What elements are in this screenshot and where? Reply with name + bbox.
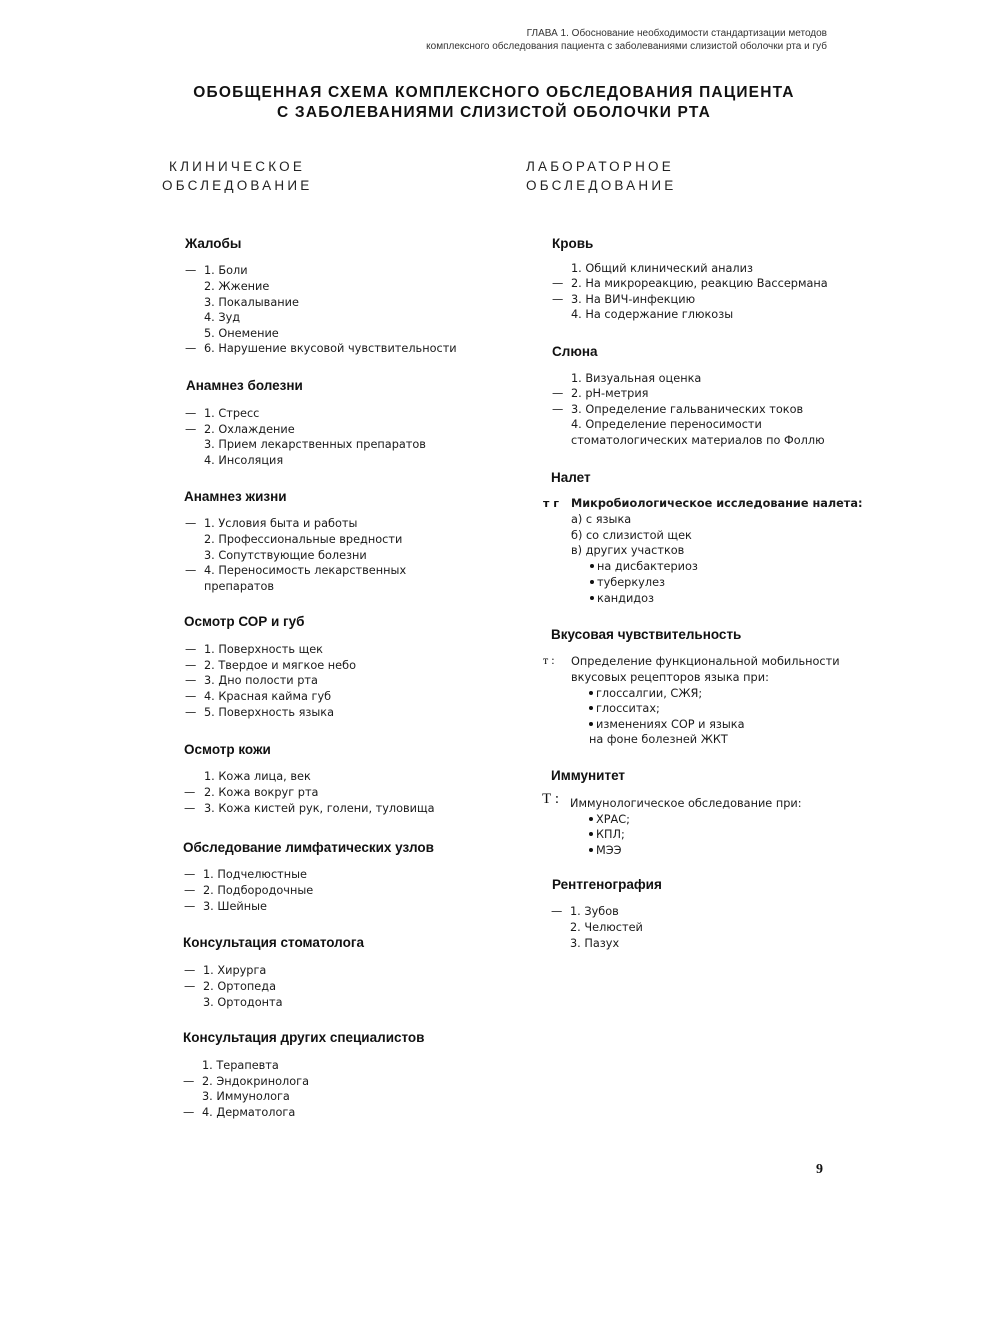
plaque-marker: т г — [543, 497, 559, 510]
disease-history-item: 4. Инсоляция — [204, 454, 284, 467]
saliva-item: 4. Определение переносимости — [571, 418, 762, 431]
immunity-heading: Иммунитет — [551, 768, 626, 783]
taste-bullet-item — [589, 702, 660, 716]
taste-bullet-item — [589, 718, 745, 732]
saliva-item: 2. pH-метрия — [571, 387, 649, 400]
dash-marker: — — [185, 659, 197, 672]
taste-heading: Вкусовая чувствительность — [551, 627, 742, 642]
clinical-column-heading — [162, 157, 312, 195]
plaque-bullet-text: на дисбактериоз — [597, 560, 698, 573]
skin-exam-item: 2. Кожа вокруг рта — [204, 786, 319, 799]
running-header-line-2: комплексного обследования пациента с заболеваниями слизистой оболочки рта и губ — [426, 41, 827, 52]
taste-bullet-text: глосситах; — [596, 702, 660, 715]
dash-marker: — — [185, 342, 197, 355]
plaque-item: б) со слизистой щек — [571, 529, 692, 542]
dash-marker: — — [184, 900, 196, 913]
plaque-bullet-item — [590, 592, 654, 606]
immunity-bullet-item — [589, 828, 625, 842]
xray-item: 1. Зубов — [570, 905, 619, 918]
complaints-item: 2. Жжение — [204, 280, 270, 293]
dash-marker: — — [184, 802, 196, 815]
other-specialists-item: 3. Иммунолога — [202, 1090, 290, 1103]
dash-marker: — — [184, 964, 196, 977]
dash-marker: — — [185, 423, 197, 436]
life-history-item: 4. Переносимость лекарственных — [204, 564, 407, 577]
complaints-item: 4. Зуд — [204, 311, 241, 324]
laboratory-heading-line-2: ОБСЛЕДОВАНИЕ — [526, 178, 677, 193]
dentist-consult-item: 2. Ортопеда — [203, 980, 276, 993]
saliva-item-continued: стоматологических материалов по Фоллю — [571, 434, 825, 447]
taste-bullet-text: глоссалгии, СЖЯ; — [596, 687, 703, 700]
skin-exam-item: 3. Кожа кистей рук, голени, туловища — [204, 802, 435, 815]
blood-item: 1. Общий клинический анализ — [571, 262, 753, 275]
plaque-bullet-text: кандидоз — [597, 592, 655, 605]
bullet-icon — [589, 706, 593, 710]
bullet-icon — [589, 832, 593, 836]
complaints-item: 1. Боли — [204, 264, 248, 277]
immunity-bullet-text: МЭЭ — [596, 844, 622, 857]
oral-exam-item: 1. Поверхность щек — [204, 643, 323, 656]
immunity-bullet-text: КПЛ; — [596, 828, 625, 841]
immunity-bullet-text: ХРАС; — [596, 813, 630, 826]
dash-marker: — — [183, 1106, 195, 1119]
plaque-bullet-text: туберкулез — [597, 576, 666, 589]
other-specialists-item: 1. Терапевта — [202, 1059, 279, 1072]
disease-history-item: 3. Прием лекарственных препаратов — [204, 438, 426, 451]
dash-marker: — — [185, 517, 197, 530]
dash-marker: — — [185, 674, 197, 687]
running-header — [426, 27, 827, 53]
xray-heading: Рентгенография — [552, 877, 662, 892]
disease-history-item: 2. Охлаждение — [204, 423, 295, 436]
dash-marker: — — [185, 690, 197, 703]
oral-exam-item: 2. Твердое и мягкое небо — [204, 659, 356, 672]
life-history-item: 2. Профессиональные вредности — [204, 533, 403, 546]
saliva-item: 1. Визуальная оценка — [571, 372, 702, 385]
dash-marker: — — [552, 277, 564, 290]
life-history-heading: Анамнез жизни — [184, 489, 287, 504]
complaints-item: 5. Онемение — [204, 327, 279, 340]
page-number: 9 — [816, 1162, 823, 1177]
bullet-icon — [589, 817, 593, 821]
bullet-icon — [589, 848, 593, 852]
laboratory-column-heading — [526, 157, 676, 195]
oral-exam-item: 5. Поверхность языка — [204, 706, 335, 719]
blood-item: 3. На ВИЧ-инфекцию — [571, 293, 696, 306]
dash-marker: — — [184, 868, 196, 881]
plaque-item: в) других участков — [571, 544, 685, 557]
complaints-item: 3. Покалывание — [204, 296, 299, 309]
xray-item: 3. Пазух — [570, 937, 620, 950]
blood-item: 4. На содержание глюкозы — [571, 308, 734, 321]
dash-marker: — — [185, 564, 197, 577]
bullet-icon — [590, 580, 594, 584]
page-title-line-1: ОБОБЩЕННАЯ СХЕМА КОМПЛЕКСНОГО ОБСЛЕДОВАНИЯ ПАЦИЕНТА — [193, 84, 795, 101]
dash-marker: — — [185, 407, 197, 420]
clinical-heading-line-1: КЛИНИЧЕСКОЕ — [169, 159, 306, 174]
running-header-line-1: ГЛАВА 1. Обоснование необходимости стандартизации методов — [526, 28, 827, 39]
life-history-item: 1. Условия быта и работы — [204, 517, 358, 530]
life-history-item: 3. Сопутствующие болезни — [204, 549, 367, 562]
life-history-item-continued: препаратов — [204, 580, 275, 593]
bullet-icon — [590, 564, 594, 568]
dash-marker: — — [552, 293, 564, 306]
disease-history-item: 1. Стресс — [204, 407, 260, 420]
plaque-lead: Микробиологическое исследование налета: — [571, 497, 863, 510]
bullet-icon — [590, 596, 594, 600]
plaque-item: а) с языка — [571, 513, 632, 526]
plaque-heading: Налет — [551, 470, 591, 485]
disease-history-heading: Анамнез болезни — [186, 378, 303, 393]
immunity-lead: Иммунологическое обследование при: — [570, 797, 802, 810]
bullet-icon — [589, 722, 593, 726]
page-title-line-2: С ЗАБОЛЕВАНИЯМИ СЛИЗИСТОЙ ОБОЛОЧКИ РТА — [277, 104, 711, 121]
dentist-consult-item: 3. Ортодонта — [203, 996, 283, 1009]
plaque-bullet-item — [590, 576, 665, 590]
lymph-nodes-item: 3. Шейные — [203, 900, 267, 913]
page-title — [0, 83, 988, 123]
dash-marker: — — [183, 1075, 195, 1088]
dash-marker: — — [185, 264, 197, 277]
skin-exam-heading: Осмотр кожи — [184, 742, 271, 757]
clinical-heading-line-2: ОБСЛЕДОВАНИЕ — [162, 178, 313, 193]
saliva-heading: Слюна — [552, 344, 598, 359]
dash-marker: — — [184, 884, 196, 897]
dash-marker: — — [184, 980, 196, 993]
dentist-consult-heading: Консультация стоматолога — [183, 935, 364, 950]
immunity-bullet-item — [589, 844, 622, 858]
taste-marker: т : — [543, 653, 555, 667]
dash-marker: — — [185, 643, 197, 656]
taste-tail: на фоне болезней ЖКТ — [589, 733, 728, 746]
taste-line: Определение функциональной мобильности — [571, 655, 840, 668]
taste-bullet-item — [589, 687, 702, 701]
blood-item: 2. На микрореакцию, реакцию Вассермана — [571, 277, 828, 290]
lymph-nodes-heading: Обследование лимфатических узлов — [183, 840, 434, 855]
lymph-nodes-item: 1. Подчелюстные — [203, 868, 307, 881]
dentist-consult-item: 1. Хирурга — [203, 964, 267, 977]
dash-marker: — — [552, 387, 564, 400]
lymph-nodes-item: 2. Подбородочные — [203, 884, 314, 897]
other-specialists-heading: Консультация других специалистов — [183, 1030, 425, 1045]
laboratory-heading-line-1: ЛАБОРАТОРНОЕ — [526, 159, 674, 174]
oral-exam-item: 4. Красная кайма губ — [204, 690, 332, 703]
skin-exam-item: 1. Кожа лица, век — [204, 770, 311, 783]
taste-bullet-text: изменениях СОР и языка — [596, 718, 745, 731]
oral-exam-item: 3. Дно полости рта — [204, 674, 318, 687]
xray-item: 2. Челюстей — [570, 921, 643, 934]
dash-marker: — — [552, 403, 564, 416]
other-specialists-item: 4. Дерматолога — [202, 1106, 296, 1119]
dash-marker: — — [184, 786, 196, 799]
other-specialists-item: 2. Эндокринолога — [202, 1075, 309, 1088]
oral-exam-heading: Осмотр СОР и губ — [184, 614, 305, 629]
immunity-marker: Т : — [542, 791, 560, 807]
blood-heading: Кровь — [552, 236, 594, 251]
saliva-item: 3. Определение гальванических токов — [571, 403, 804, 416]
complaints-heading: Жалобы — [185, 236, 242, 251]
dash-marker: — — [551, 905, 563, 918]
bullet-icon — [589, 691, 593, 695]
plaque-bullet-item — [590, 560, 698, 574]
taste-line: вкусовых рецепторов языка при: — [571, 671, 769, 684]
complaints-item: 6. Нарушение вкусовой чувствительности — [204, 342, 457, 355]
dash-marker: — — [185, 706, 197, 719]
immunity-bullet-item — [589, 813, 630, 827]
